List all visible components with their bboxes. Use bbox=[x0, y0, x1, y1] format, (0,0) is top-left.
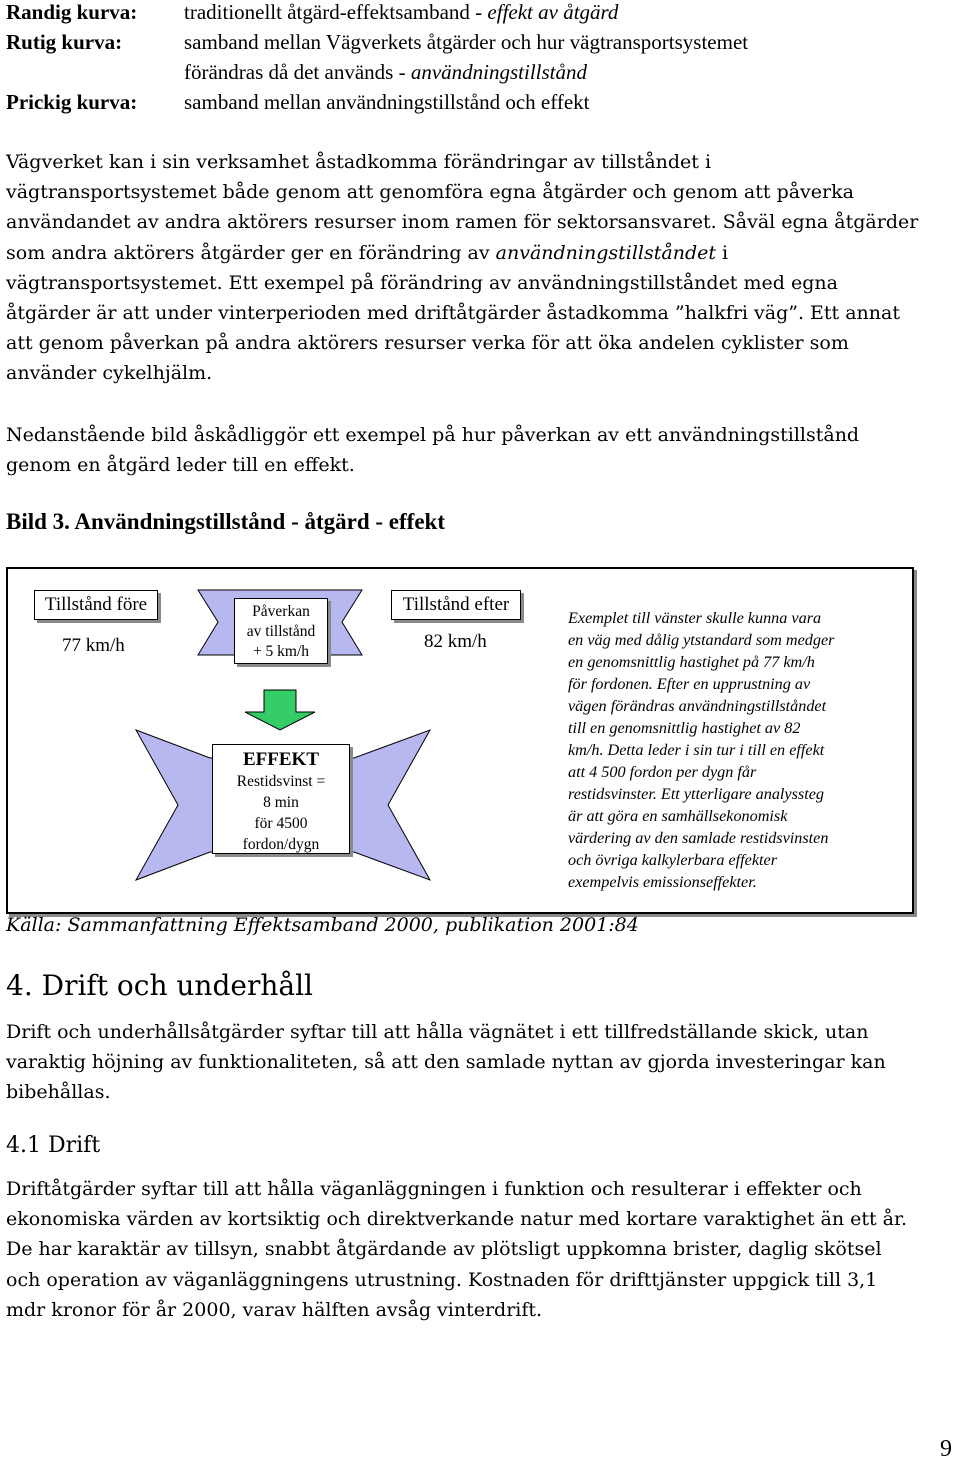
legend-label-checkered: Rutig kurva: bbox=[6, 30, 123, 54]
state-before-value: 77 km/h bbox=[62, 635, 125, 656]
legend-text-striped: traditionellt åtgärd-effektsamband - effekt av åtgärd bbox=[184, 0, 619, 24]
legend-text-dotted: samband mellan användningstillstånd och effekt bbox=[184, 90, 590, 114]
figure-source: Källa: Sammanfattning Effektsamband 2000, publikation 2001:84 bbox=[6, 914, 639, 936]
action-box: Påverkan av tillstånd + 5 km/h bbox=[234, 598, 328, 664]
down-arrow-icon bbox=[245, 690, 315, 730]
legend-text-checkered: samband mellan Vägverkets åtgärder och hur vägtransportsystemet bbox=[184, 30, 749, 54]
state-after-label: Tillstånd efter bbox=[391, 590, 521, 620]
paragraph-figure-intro: Nedanstående bild åskådliggör ett exempel på hur påverkan av ett användningstillstånd genom en åtgärd leder till en effekt. bbox=[6, 424, 860, 477]
paragraph-maintenance: Drift och underhållsåtgärder syftar till att hålla vägnätet i ett tillfredställande skick, utan varaktig höjning av funktionaliteten, så att den samlade nyttan av gjorda investeringar kan bibehållas. bbox=[6, 1021, 886, 1104]
state-after-value: 82 km/h bbox=[424, 631, 487, 652]
legend-label-dotted: Prickig kurva: bbox=[6, 90, 138, 114]
figure-title: Bild 3. Användningstillstånd - åtgärd - effekt bbox=[6, 509, 445, 534]
effect-title: EFFEKT bbox=[242, 749, 319, 770]
figure-explanation: Exemplet till vänster skulle kunna vara en väg med dålig ytstandard som medger en genomsnittlig hastighet på 77 km/h för fordonen. Efter en upprustning av vägen förändras användningstillståndet till en genomsnittlig hastighet av 82 km/h. Detta leder i sin tur i till en effekt att 4 500 fordon per dygn får restidsvinster. Ett ytterligare analyssteg är att göra en samhällsekonomisk värdering av den samlade restidsvinsten och övriga kalkylerbara effekter exempelvis emissionseffekter. bbox=[568, 609, 835, 891]
paragraph-operations: Driftåtgärder syftar till att hålla väganläggningen i funktion och resulterar i effekter och ekonomiska värden av kortsiktig och direktverkande natur med kortare varaktighet än ett år. De har karaktär av tillsyn, snabbt åtgärdande av plötsligt uppkomna brister, daglig skötsel och operation av väganläggningens utrustning. Kostnaden för drifttjänster uppgick till 3,1 mdr kronor för år 2000, varav hälften avsåg vinterdrift. bbox=[6, 1178, 908, 1321]
subsection-heading: 4.1 Drift bbox=[6, 1133, 101, 1158]
legend-label-striped: Randig kurva: bbox=[6, 0, 138, 24]
legend-text-checkered-cont: förändras då det används - användningstillstånd bbox=[184, 60, 588, 84]
page-number: 9 bbox=[940, 1436, 952, 1462]
paragraph-intro: Vägverket kan i sin verksamhet åstadkomma förändringar av tillståndet i vägtransportsystemet både genom att genomföra egna åtgärder och genom att påverka användandet av andra aktörers resurser inom ramen för sektorsansvaret. Såväl egna åtgärder som andra aktörers åtgärder ger en förändring av användningstillståndet i vägtransportsystemet. Ett exempel på förändring av användningstillståndet med egna åtgärder är att under vinterperioden med driftåtgärder åstadkomma ”halkfri väg”. Ett annat att genom påverkan på andra aktörers resurser verka för att öka andelen cyklister som använder cykelhjälm. bbox=[6, 151, 919, 385]
state-before-label: Tillstånd före bbox=[34, 590, 158, 620]
section-heading: 4. Drift och underhåll bbox=[6, 969, 313, 1002]
effect-box: EFFEKT Restidsvinst = 8 min för 4500 fordon/dygn bbox=[212, 744, 350, 854]
